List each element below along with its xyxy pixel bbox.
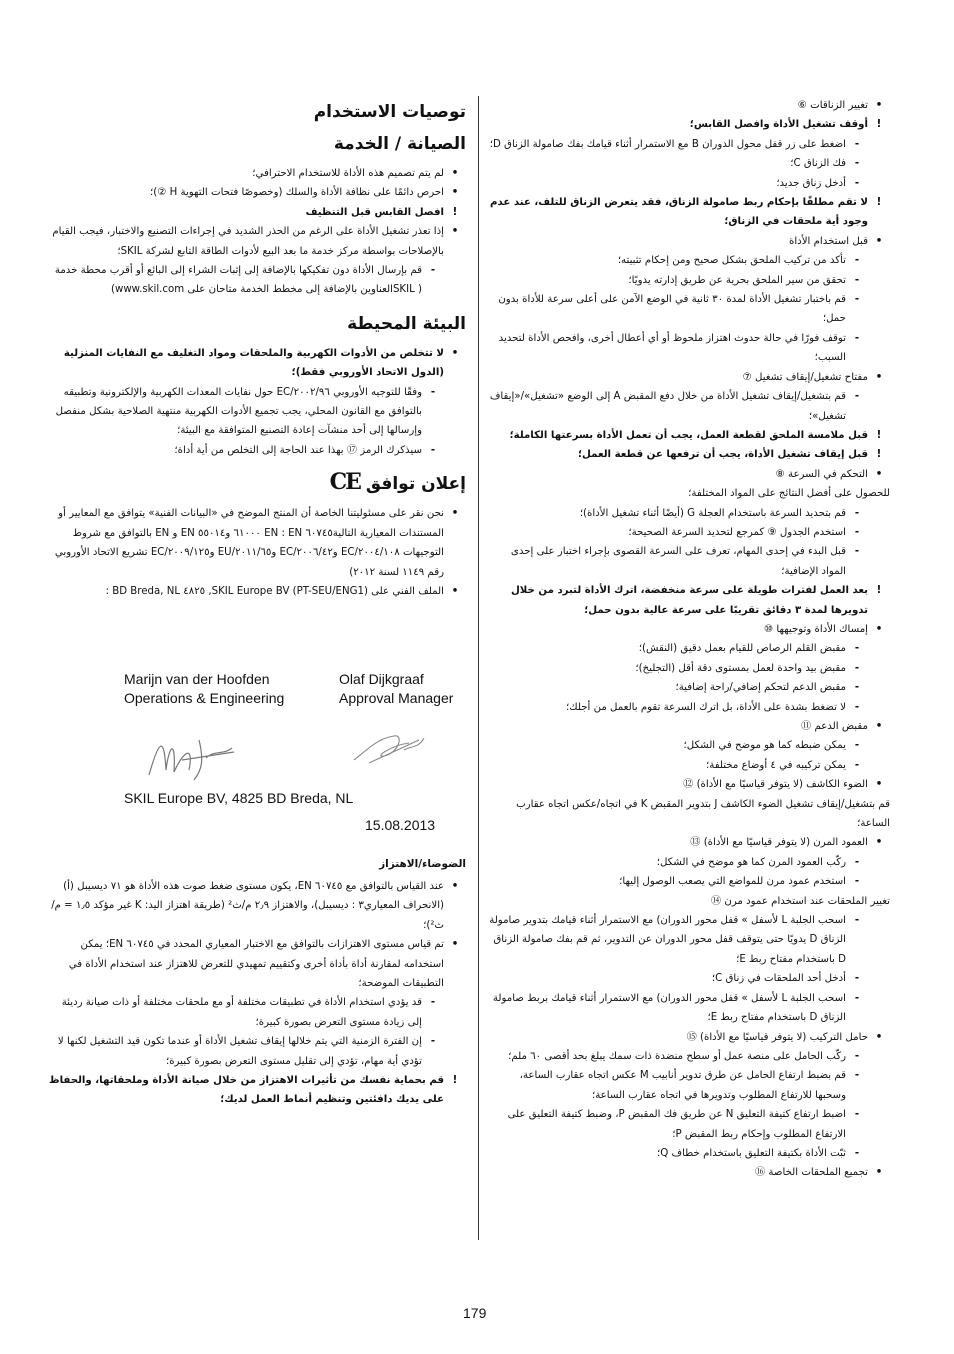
list-item [48, 222, 466, 261]
list-item [488, 969, 890, 988]
dash-icon: - [854, 158, 860, 170]
list-item [488, 659, 890, 678]
list-item-text: احرص دائمًا على نظافة الأداة والسلك (وخصوصًا فتحات التهوية H ②)؛ [149, 187, 444, 199]
list-item [488, 484, 890, 503]
list-item-text: قبل البدء في إحدى المهام، تعرف على السرعة القصوى بإجراء اختبار على إحدى المواد الإضافية؛ [510, 546, 846, 577]
list-item-text: توقف فورًا في حالة حدوث اهتزاز ملحوظ أو أي أعطال أخرى، وافحص الأداة لتحديد السبب؛ [498, 332, 846, 364]
conformity-list [48, 504, 466, 601]
dash-icon: - [854, 294, 860, 306]
list-item-text: الملف الفني على SKIL Europe BV (PT-SEU/ENG1), ٤٨٢٥ BD Breda, NL : [105, 585, 444, 597]
column-divider [478, 96, 479, 1240]
vibration-section [48, 855, 466, 1110]
list-item-text: التحكم في السرعة ⑧ [775, 468, 868, 480]
dash-icon: - [854, 662, 860, 674]
list-item-text: عند القياس بالتوافق مع ٦٠٧٤٥ EN، يكون مستوى ضغط صوت هذه الأداة هو ٧١ ديسيبل (أ) (الانحراف المعياري٣ : ديسيبل)، والاهتزاز ٢٫٩ م/ث² (طريقة اهتزاز اليد: K غير مؤكد ١٫٥ = م/ث²)؛ [51, 881, 444, 931]
list-item [488, 1028, 890, 1047]
bullet-icon: • [875, 371, 883, 383]
left-column [48, 96, 466, 601]
list-item-text: فك الزناق C؛ [790, 158, 846, 170]
list-item-text: أوقف تشغيل الأداة وافصل القابس؛ [689, 119, 868, 131]
page-number: 179 [463, 1305, 487, 1321]
warning-icon: ! [876, 119, 882, 131]
dash-icon: - [854, 1070, 860, 1082]
dash-icon: - [854, 682, 860, 694]
dash-icon: - [430, 997, 436, 1009]
list-item-text: قبل ملامسة الملحق لقطعة العمل، يجب أن تعمل الأداة بسرعتها الكاملة؛ [509, 429, 868, 441]
list-item-text: قبل إيقاف تشغيل الأداة، يجب أن ترفعها عن قطعة العمل؛ [577, 449, 868, 461]
dash-icon: - [854, 274, 860, 286]
maintenance-list [48, 164, 466, 300]
bullet-icon: • [451, 508, 459, 520]
list-item [488, 115, 890, 134]
dash-icon: - [854, 177, 860, 189]
list-item [48, 935, 466, 993]
list-item-text: لا تتخلص من الأدوات الكهربية والملحقات ومواد التغليف مع النفايات المنزلية (الدول الاتحاد الأوروبي فقط)؛ [63, 347, 444, 379]
list-item [488, 678, 890, 697]
list-item [48, 164, 466, 183]
list-item [48, 1032, 466, 1071]
dash-icon: - [854, 973, 860, 985]
signatory-2 [339, 670, 453, 708]
section-title-maintenance: الصيانة / الخدمة [333, 134, 466, 154]
list-item [48, 993, 466, 1032]
list-item [48, 183, 466, 202]
list-item [488, 174, 890, 193]
list-item [488, 620, 890, 639]
list-item [488, 368, 890, 387]
list-item [488, 387, 890, 426]
list-item-text: تم قياس مستوى الاهتزازات بالتوافق مع الاختبار المعياري المحدد في ٦٠٧٤٥ EN؛ يمكن استخدامه لمقارنة أداة بأداة أخرى وكتقييم تمهيدي للتعرض للاهتزاز عند استخدام الأداة في التطبيقات الموضحة؛ [68, 939, 444, 990]
list-item-text: اسحب الجلبة L لأسفل » قفل محور الدوران) مع الاستمرار أثناء قيامك بتدوير صامولة الزناق D يدويًا حتى يتوقف قفل محور الدوران عن التدوير، ثم قم بفك صامولة الزناق D باستخدام مفتاح ربط E؛ [489, 915, 846, 965]
dash-icon: - [854, 138, 860, 150]
list-item [488, 96, 890, 115]
dash-icon: - [854, 526, 860, 538]
bullet-icon: • [875, 1031, 883, 1043]
list-item-text: مفتاح تشغيل/إيقاف تشغيل ⑦ [742, 371, 868, 383]
list-item [488, 775, 890, 794]
list-item [488, 1066, 890, 1105]
section-title-conformity [48, 470, 466, 496]
list-item-text: قم بتشغيل/إيقاف تشغيل الضوء الكاشف J بتدوير المقبض K في اتجاه/عكس اتجاه عقارب الساعة؛ [516, 798, 890, 830]
bullet-icon: • [451, 347, 459, 359]
list-item [488, 193, 890, 232]
list-item-text: قم بإرسال الأداة دون تفكيكها بالإضافة إلى إثبات الشراء إلى البائع أو أقرب محطة خدمة ( SKILالعناوين بالإضافة إلى مخطط الخدمة متاحان على www.skil.com) [54, 265, 422, 296]
list-item-text: قد يؤدي استخدام الأداة في تطبيقات مختلفة أو مع ملحقات مختلفة أو ذات صيانة رديئة إلى زيادة مستوى التعرض بصورة كبيرة؛ [61, 997, 422, 1028]
list-item [488, 1144, 890, 1163]
bullet-icon: • [875, 721, 883, 732]
list-item [488, 833, 890, 852]
list-item-text: تغيير الزناقات ⑥ [797, 100, 868, 111]
list-item-text: بعد العمل لفترات طويلة على سرعة منخفضة، اترك الأداة لتبرد من خلال تدويرها لمدة ٣ دقائق تقريبًا على سرعة عالية بدون حمل؛ [510, 585, 868, 616]
list-item-text: مقبض الدعم ⑪ [801, 721, 868, 732]
list-item-text: ثبّت الأداة بكتيفة التعليق باستخدام خطاف Q؛ [657, 1147, 846, 1159]
dash-icon: - [854, 856, 860, 868]
dash-icon: - [854, 915, 860, 927]
list-item-text: لا تضغط بشدة على الأداة، بل اترك السرعة تقوم بالعمل من أجلك؛ [566, 701, 846, 713]
list-item [488, 271, 890, 290]
bullet-icon: • [875, 468, 883, 480]
list-item [488, 989, 890, 1028]
list-item-text: مقبض الدعم لتحكم إضافي/راحة إضافية؛ [675, 682, 846, 694]
dash-icon: - [854, 876, 860, 888]
list-item [488, 736, 890, 755]
list-item-text: تغيير الملحقات عند استخدام عمود مرن ⑭ [710, 895, 890, 907]
list-item [488, 465, 890, 484]
dash-icon: - [854, 1109, 860, 1121]
list-item [488, 872, 890, 891]
bullet-icon: • [451, 939, 459, 951]
dash-icon: - [854, 701, 860, 713]
list-item-text: حامل التركيب (لا يتوفر قياسيًا مع الأداة) ⑮ [686, 1031, 868, 1043]
list-item-text: للحصول على أفضل النتائج على المواد المختلفة؛ [688, 488, 890, 500]
section-title-vibration: الضوضاء/الاهتزاز [379, 858, 466, 870]
warning-icon: ! [876, 449, 882, 461]
list-item-text: نحن نقر على مسئوليتنا الخاصة أن المنتج الموضح في «البيانات الفنية» يتوافق مع المعايير أو المستندات المعيارية التالية٦٠٧٤٥ EN : EN ٦١٠٠٠ و٥٥٠١٤ EN و EN بالتوافق مع شروط التوجيهات ٢٠٠٤/١٠٨/EC و٢٠٠٦/٤٢/EC و٢٠١١/٦٥/EU و٢٠٠٩/١٢٥/EC تشريع الاتحاد الأوروبي رقم ١١٤٩ لسنة ٢٠١٢) [54, 508, 444, 578]
list-item [488, 892, 890, 911]
section-title-usage: توصيات الاستخدام [313, 102, 466, 122]
list-item [488, 756, 890, 775]
list-item-text: قم بتحديد السرعة باستخدام العجلة G (أيضًا أثناء تشغيل الأداة)؛ [579, 507, 846, 519]
dash-icon: - [854, 740, 860, 752]
dash-icon: - [430, 265, 436, 277]
list-item [48, 504, 466, 582]
list-item-text: اضغط على زر قفل محول الدوران B مع الاستمرار أثناء قيامك بفك صامولة الزناق D؛ [489, 138, 846, 150]
list-item-text: استخدم الجدول ⑨ كمرجع لتحديد السرعة الصحيحة؛ [628, 526, 846, 538]
bullet-icon: • [451, 585, 459, 597]
dash-icon: - [430, 444, 436, 456]
list-item-text: يمكن تركيبه في ٤ أوضاع مختلفة؛ [706, 759, 846, 771]
bullet-icon: • [451, 226, 459, 238]
list-item [488, 445, 890, 464]
list-item-text: مقبض القلم الرصاص للقيام بعمل دقيق (النقش)؛ [638, 643, 846, 655]
list-item [488, 135, 890, 154]
bullet-icon: • [875, 100, 883, 111]
dash-icon: - [854, 546, 860, 558]
signature-2-image [349, 728, 429, 768]
warning-icon: ! [876, 197, 882, 209]
bullet-icon: • [875, 779, 883, 791]
warning-icon: ! [876, 585, 882, 597]
list-item [488, 542, 890, 581]
list-item-text: العمود المرن (لا يتوفر قياسيًا مع الأداة) ⑬ [690, 837, 868, 849]
list-item-text: إمساك الأداة وتوجيهها ⑩ [764, 623, 868, 635]
bullet-icon: • [875, 837, 883, 849]
list-item [48, 1071, 466, 1110]
signatory-1-name: Marijn van der Hoofden [124, 671, 270, 687]
list-item-text: وفقًا للتوجيه الأوروبي ٢٠٠٢/٩٦/EC حول نفايات المعدات الكهربية والإلكترونية وتطبيقه بالتوافق مع القانون المحلي، يجب تجميع الأدوات الكهربية منتهية الصلاحية بشكل منفصل وإرسالها إلى أحد منشآت إعادة التصنيع المتوافقة مع البيئة؛ [55, 386, 422, 437]
bullet-icon: • [451, 881, 459, 892]
list-item [488, 504, 890, 523]
list-item-text: أدخل زناق جديد؛ [776, 177, 846, 189]
list-item-text: اسحب الجلبة L لأسفل » قفل محور الدوران) مع الاستمرار أثناء قيامك بربط صامولة الزناق D باستخدام مفتاح ربط E؛ [492, 992, 846, 1024]
list-item-text: إذا تعذر تشغيل الأداة على الرغم من الحذر الشديد في إجراءات التصنيع والاختبار، فيجب القيام بالإصلاحات بواسطة مركز خدمة ما بعد البيع لأدوات الطاقة التابع لشركة SKIL؛ [52, 226, 444, 257]
signatory-2-name: Olaf Dijkgraaf [339, 671, 424, 687]
list-item [488, 795, 890, 834]
list-item [48, 203, 466, 222]
list-item-text: يمكن ضبطه كما هو موضح في الشكل؛ [683, 740, 846, 752]
list-item-text: تأكد من تركيب الملحق بشكل صحيح ومن إحكام تثبيته؛ [617, 255, 846, 267]
list-item-text: قم بضبط ارتفاع الحامل عن طرق تدوير أنابيب M عكس اتجاه عقارب الساعة، وسحبها للارتفاع المطلوب وتدويرها في اتجاه عقارب الساعة؛ [519, 1070, 846, 1101]
bullet-icon: • [451, 168, 459, 179]
list-item-text: قبل استخدام الأداة [789, 235, 868, 247]
dash-icon: - [854, 759, 860, 771]
signatory-1-title: Operations & Engineering [124, 690, 285, 706]
dash-icon: - [854, 992, 860, 1004]
list-item [488, 853, 890, 872]
list-item [488, 426, 890, 445]
dash-icon: - [854, 255, 860, 267]
warning-icon: ! [876, 429, 882, 441]
list-item-text: استخدم عمود مرن للمواضع التي يصعب الوصول إليها؛ [619, 876, 846, 888]
list-item [48, 344, 466, 383]
list-item [48, 582, 466, 601]
signature-1-image [144, 730, 239, 785]
vibration-list [48, 877, 466, 1110]
list-item [488, 1163, 890, 1182]
warning-icon: ! [452, 1075, 458, 1087]
dash-icon: - [854, 643, 860, 655]
list-item [488, 251, 890, 270]
warning-icon: ! [452, 206, 458, 218]
list-item [488, 290, 890, 329]
list-item-text: ركّب الحامل على منصة عمل أو سطح منضدة ذات سمك يبلغ بحد أقصى ٦٠ ملم؛ [508, 1050, 846, 1062]
list-item-text: تحقق من سير الملحق بحرية عن طريق إدارته يدويًا؛ [628, 274, 846, 286]
list-item-text: لم يتم تصميم هذه الأداة للاستخدام الاحترافي؛ [252, 168, 444, 179]
dash-icon: - [430, 386, 436, 398]
list-item [488, 698, 890, 717]
list-item-text: تجميع الملحقات الخاصة ⑯ [754, 1167, 868, 1179]
list-item [488, 717, 890, 736]
dash-icon: - [854, 391, 860, 403]
dash-icon: - [430, 1036, 436, 1048]
signatory-1 [124, 670, 284, 708]
section-title-environment: البيئة المحيطة [347, 313, 466, 334]
dash-icon: - [854, 332, 860, 344]
list-item-text: لا تقم مطلقًا بإحكام ربط صامولة الزناق، فقد يتعرض الزناق للتلف، عند عدم وجود أية ملحقات في الزناق؛ [490, 197, 868, 228]
list-item-text: مقبض بيد واحدة لعمل بمستوى دقة أقل (التجليخ)؛ [635, 662, 846, 674]
list-item [48, 877, 466, 935]
ce-mark-icon: CE [329, 469, 360, 496]
list-item [488, 232, 890, 251]
bullet-icon: • [875, 623, 883, 635]
list-item [488, 329, 890, 368]
list-item [488, 639, 890, 658]
list-item-text: الضوء الكاشف (لا يتوفر قياسيًا مع الأداة) ⑫ [683, 779, 868, 791]
list-item [488, 154, 890, 173]
list-item [488, 1105, 890, 1144]
list-item-text: قم بحماية نفسك من تأثيرات الاهتزاز من خلال صيانة الأداة وملحقاتها، والحفاظ على يديك دافئتين وتنظيم أنماط العمل لديك؛ [49, 1075, 444, 1106]
list-item-text: إن الفترة الزمنية التي يتم خلالها إيقاف تشغيل الأداة أو عندما تكون قيد التشغيل لكنها لا تؤدي أية مهام، تؤدي إلى تقليل مستوى التعرض بصورة كبيرة؛ [57, 1036, 422, 1067]
environment-list [48, 344, 466, 460]
signatory-2-title: Approval Manager [339, 690, 454, 706]
list-item-text: أدخل أحد الملحقات في زناق C؛ [711, 973, 846, 985]
list-item-text: سيذكرك الرمز ⑰ بهذا عند الحاجة إلى التخلص من أية أداة؛ [174, 444, 422, 456]
list-item [488, 523, 890, 542]
list-item [48, 261, 466, 300]
dash-icon: - [854, 1147, 860, 1159]
list-item-text: قم باختبار تشغيل الأداة لمدة ٣٠ ثانية في الوضع الآمن على أعلى سرعة للأداة بدون حمل؛ [498, 294, 846, 325]
declaration-date: 15.08.2013 [365, 817, 436, 833]
list-item [488, 581, 890, 620]
list-item-text: قم بتشغيل/إيقاف تشغيل الأداة من خلال دفع المقبض A إلى الوضع «تشغيل»/«إيقاف تشغيل»؛ [489, 391, 846, 422]
list-item-text: افصل القابس قبل التنظيف [305, 206, 444, 218]
list-item [488, 911, 890, 969]
bullet-icon: • [875, 1167, 883, 1179]
dash-icon: - [854, 1050, 860, 1062]
dash-icon: - [854, 507, 860, 519]
right-column [488, 96, 890, 1183]
list-item [488, 1047, 890, 1066]
list-item [48, 441, 466, 460]
list-item [48, 383, 466, 441]
bullet-icon: • [451, 187, 459, 199]
list-item-text: اضبط ارتفاع كتيفة التعليق N عن طريق فك المقبض P، وضبط كتيفة التعليق على الارتفاع المطلوب وإحكام ربط المقبض P؛ [507, 1109, 846, 1140]
bullet-icon: • [875, 235, 883, 247]
list-item-text: ركّب العمود المرن كما هو موضح في الشكل؛ [656, 856, 846, 868]
conformity-title-text: إعلان توافق [365, 474, 466, 495]
company-address: SKIL Europe BV, 4825 BD Breda, NL [124, 790, 354, 806]
